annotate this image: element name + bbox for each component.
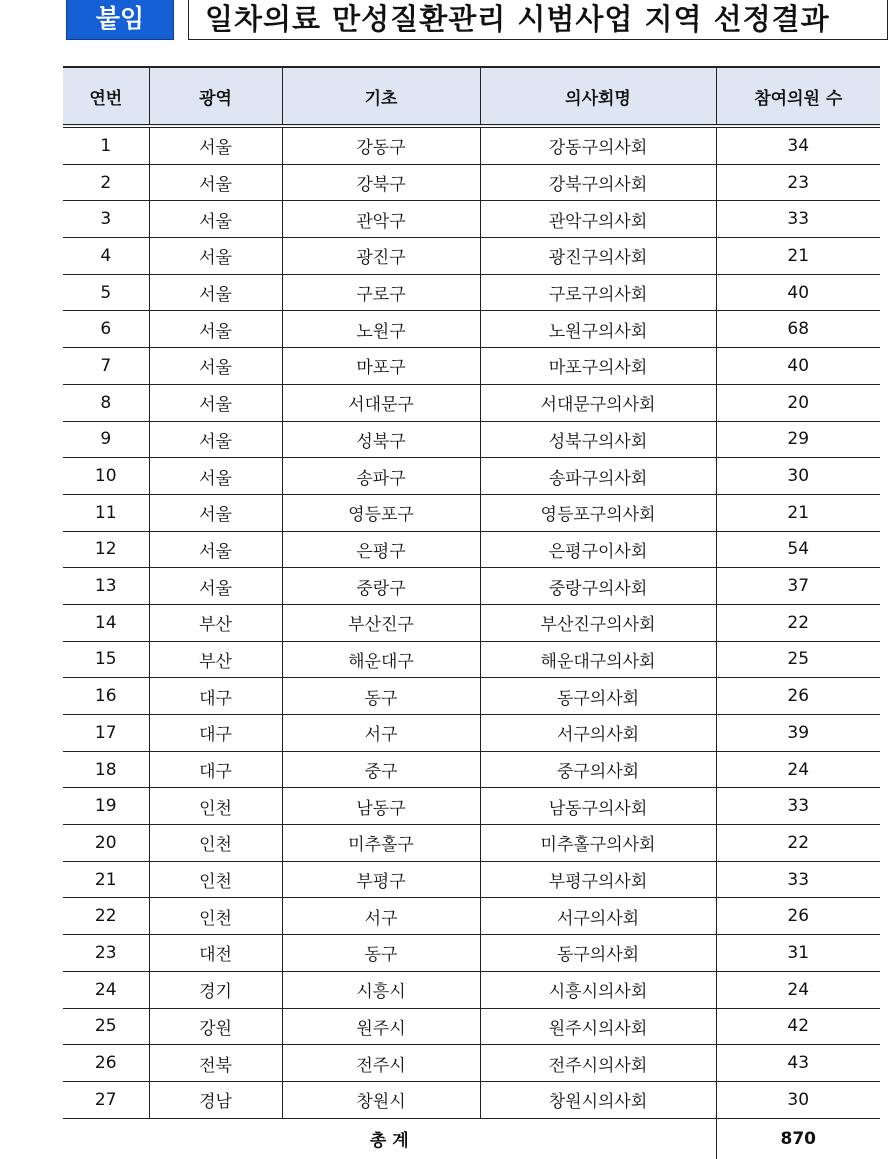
row-region: 부산	[149, 641, 282, 678]
row-clinic-count: 22	[716, 604, 880, 641]
table-row	[63, 898, 880, 935]
table-row	[63, 348, 880, 385]
row-clinic-count: 42	[716, 1008, 880, 1045]
table-row	[63, 568, 880, 605]
row-association: 서구의사회	[480, 715, 716, 752]
row-association: 영등포구의사회	[480, 494, 716, 531]
row-number: 4	[63, 238, 149, 275]
row-district: 송파구	[282, 458, 480, 495]
total-value: 870	[716, 1118, 880, 1159]
row-association: 강동구의사회	[480, 126, 716, 164]
row-association: 광진구의사회	[480, 238, 716, 275]
row-region: 서울	[149, 274, 282, 311]
row-region: 서울	[149, 494, 282, 531]
row-region: 인천	[149, 825, 282, 862]
row-clinic-count: 26	[716, 898, 880, 935]
row-region: 강원	[149, 1008, 282, 1045]
row-number: 17	[63, 715, 149, 752]
row-clinic-count: 25	[716, 641, 880, 678]
row-association: 동구의사회	[480, 935, 716, 972]
row-clinic-count: 26	[716, 678, 880, 715]
total-row	[63, 1118, 880, 1159]
row-district: 시흥시	[282, 971, 480, 1008]
row-region: 서울	[149, 201, 282, 238]
column-header-district: 기초	[282, 67, 480, 126]
row-association: 중랑구의사회	[480, 568, 716, 605]
row-district: 강동구	[282, 126, 480, 164]
row-clinic-count: 40	[716, 274, 880, 311]
row-region: 경남	[149, 1081, 282, 1118]
row-region: 서울	[149, 458, 282, 495]
row-association: 서구의사회	[480, 898, 716, 935]
row-district: 부산진구	[282, 604, 480, 641]
row-region: 서울	[149, 531, 282, 568]
row-clinic-count: 43	[716, 1045, 880, 1082]
row-region: 서울	[149, 164, 282, 201]
row-district: 강북구	[282, 164, 480, 201]
column-header-region: 광역	[149, 67, 282, 126]
table-row	[63, 604, 880, 641]
row-number: 18	[63, 751, 149, 788]
row-clinic-count: 23	[716, 164, 880, 201]
table-row	[63, 825, 880, 862]
row-district: 동구	[282, 935, 480, 972]
row-clinic-count: 37	[716, 568, 880, 605]
row-clinic-count: 68	[716, 311, 880, 348]
row-number: 1	[63, 126, 149, 164]
row-region: 서울	[149, 348, 282, 385]
row-clinic-count: 54	[716, 531, 880, 568]
row-association: 미추홀구의사회	[480, 825, 716, 862]
table-row	[63, 751, 880, 788]
row-association: 부평구의사회	[480, 861, 716, 898]
row-clinic-count: 29	[716, 421, 880, 458]
row-region: 부산	[149, 604, 282, 641]
row-district: 마포구	[282, 348, 480, 385]
row-district: 관악구	[282, 201, 480, 238]
table-header-row	[63, 67, 880, 126]
column-header-association: 의사회명	[480, 67, 716, 126]
row-number: 15	[63, 641, 149, 678]
row-district: 해운대구	[282, 641, 480, 678]
table-row	[63, 126, 880, 164]
column-header-number: 연번	[63, 67, 149, 126]
row-association: 창원시의사회	[480, 1081, 716, 1118]
row-clinic-count: 22	[716, 825, 880, 862]
column-header-clinic-count: 참여의원 수	[716, 67, 880, 126]
row-district: 창원시	[282, 1081, 480, 1118]
row-clinic-count: 20	[716, 384, 880, 421]
row-clinic-count: 21	[716, 494, 880, 531]
row-number: 3	[63, 201, 149, 238]
row-clinic-count: 40	[716, 348, 880, 385]
row-district: 중구	[282, 751, 480, 788]
table-row	[63, 458, 880, 495]
row-region: 인천	[149, 861, 282, 898]
row-number: 10	[63, 458, 149, 495]
row-district: 구로구	[282, 274, 480, 311]
table-row	[63, 1081, 880, 1118]
row-district: 중랑구	[282, 568, 480, 605]
row-district: 미추홀구	[282, 825, 480, 862]
table-row	[63, 164, 880, 201]
row-district: 서구	[282, 715, 480, 752]
row-region: 서울	[149, 311, 282, 348]
row-clinic-count: 31	[716, 935, 880, 972]
row-association: 성북구의사회	[480, 421, 716, 458]
table-body	[63, 126, 880, 1118]
table-row	[63, 788, 880, 825]
table-row	[63, 494, 880, 531]
row-number: 25	[63, 1008, 149, 1045]
total-label: 총 계	[63, 1118, 716, 1159]
row-clinic-count: 24	[716, 751, 880, 788]
row-district: 동구	[282, 678, 480, 715]
row-number: 27	[63, 1081, 149, 1118]
table-row	[63, 201, 880, 238]
row-association: 전주시의사회	[480, 1045, 716, 1082]
row-number: 24	[63, 971, 149, 1008]
row-district: 원주시	[282, 1008, 480, 1045]
row-region: 서울	[149, 421, 282, 458]
row-number: 14	[63, 604, 149, 641]
table-row	[63, 678, 880, 715]
row-association: 중구의사회	[480, 751, 716, 788]
row-region: 서울	[149, 384, 282, 421]
row-district: 광진구	[282, 238, 480, 275]
row-number: 22	[63, 898, 149, 935]
row-association: 남동구의사회	[480, 788, 716, 825]
row-region: 대전	[149, 935, 282, 972]
row-association: 관악구의사회	[480, 201, 716, 238]
row-association: 원주시의사회	[480, 1008, 716, 1045]
row-region: 경기	[149, 971, 282, 1008]
table-row	[63, 311, 880, 348]
row-region: 전북	[149, 1045, 282, 1082]
table-row	[63, 238, 880, 275]
row-clinic-count: 21	[716, 238, 880, 275]
table-row	[63, 715, 880, 752]
row-clinic-count: 30	[716, 458, 880, 495]
table-row	[63, 1008, 880, 1045]
row-district: 전주시	[282, 1045, 480, 1082]
row-clinic-count: 33	[716, 788, 880, 825]
row-number: 8	[63, 384, 149, 421]
row-region: 대구	[149, 678, 282, 715]
row-number: 12	[63, 531, 149, 568]
row-association: 부산진구의사회	[480, 604, 716, 641]
row-number: 21	[63, 861, 149, 898]
row-district: 서구	[282, 898, 480, 935]
row-district: 남동구	[282, 788, 480, 825]
row-clinic-count: 33	[716, 861, 880, 898]
row-district: 은평구	[282, 531, 480, 568]
row-number: 20	[63, 825, 149, 862]
row-association: 시흥시의사회	[480, 971, 716, 1008]
table-row	[63, 971, 880, 1008]
row-association: 노원구의사회	[480, 311, 716, 348]
row-region: 서울	[149, 568, 282, 605]
table-row	[63, 641, 880, 678]
row-region: 대구	[149, 715, 282, 752]
row-association: 은평구이사회	[480, 531, 716, 568]
row-region: 인천	[149, 788, 282, 825]
row-number: 23	[63, 935, 149, 972]
row-number: 7	[63, 348, 149, 385]
row-clinic-count: 24	[716, 971, 880, 1008]
row-association: 마포구의사회	[480, 348, 716, 385]
row-region: 인천	[149, 898, 282, 935]
row-clinic-count: 39	[716, 715, 880, 752]
row-clinic-count: 30	[716, 1081, 880, 1118]
row-region: 서울	[149, 238, 282, 275]
row-clinic-count: 34	[716, 126, 880, 164]
row-association: 동구의사회	[480, 678, 716, 715]
row-number: 13	[63, 568, 149, 605]
row-number: 6	[63, 311, 149, 348]
row-number: 11	[63, 494, 149, 531]
table-row	[63, 1045, 880, 1082]
row-clinic-count: 33	[716, 201, 880, 238]
row-number: 9	[63, 421, 149, 458]
row-district: 서대문구	[282, 384, 480, 421]
row-number: 2	[63, 164, 149, 201]
row-association: 구로구의사회	[480, 274, 716, 311]
row-region: 서울	[149, 126, 282, 164]
table-row	[63, 861, 880, 898]
document-header	[0, 0, 889, 44]
row-association: 강북구의사회	[480, 164, 716, 201]
table-row	[63, 531, 880, 568]
table-row	[63, 935, 880, 972]
row-number: 5	[63, 274, 149, 311]
row-district: 노원구	[282, 311, 480, 348]
table-row	[63, 274, 880, 311]
row-district: 영등포구	[282, 494, 480, 531]
row-association: 송파구의사회	[480, 458, 716, 495]
selection-results-table	[63, 66, 880, 1159]
row-association: 서대문구의사회	[480, 384, 716, 421]
row-number: 16	[63, 678, 149, 715]
table-row	[63, 421, 880, 458]
row-district: 부평구	[282, 861, 480, 898]
row-region: 대구	[149, 751, 282, 788]
row-district: 성북구	[282, 421, 480, 458]
table-row	[63, 384, 880, 421]
document-title: 일차의료 만성질환관리 시범사업 지역 선정결과	[188, 0, 888, 40]
attachment-badge: 붙임	[66, 0, 174, 40]
row-number: 19	[63, 788, 149, 825]
row-number: 26	[63, 1045, 149, 1082]
row-association: 해운대구의사회	[480, 641, 716, 678]
